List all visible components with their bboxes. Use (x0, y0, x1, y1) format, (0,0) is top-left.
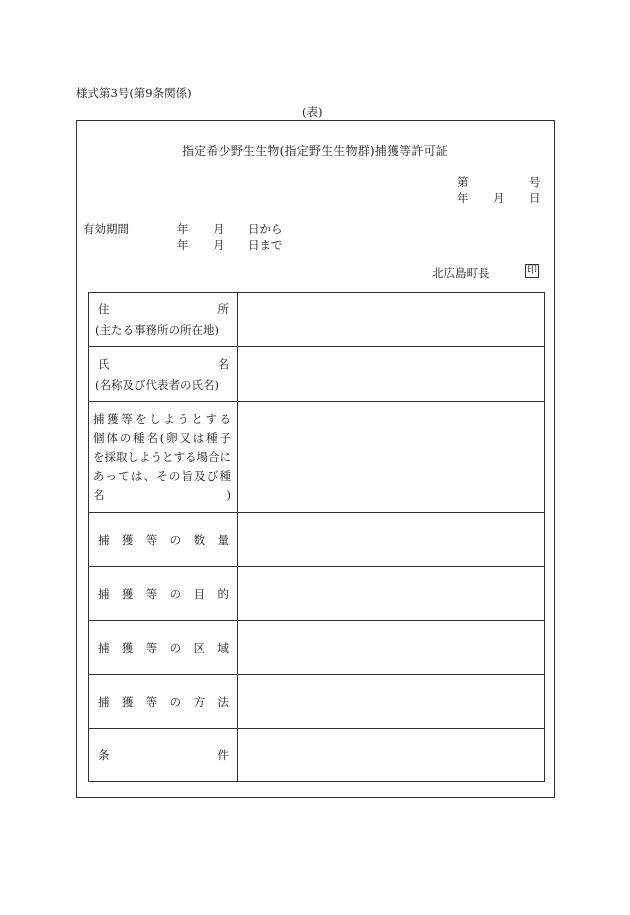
label-conditions: 条 件 (89, 729, 238, 782)
label-address: 住 所 (主たる事務所の所在地) (89, 293, 238, 347)
validity-to-year: 年 (177, 238, 189, 252)
label-quantity: 捕 獲 等 の 数 量 (89, 513, 238, 567)
label-name: 氏 名 (名称及び代表者の氏名) (89, 347, 238, 402)
validity-to-month: 月 (213, 238, 225, 252)
validity-to-day: 日まで (248, 238, 283, 252)
value-conditions[interactable] (238, 729, 545, 782)
row-quantity (89, 513, 545, 567)
value-quantity[interactable] (238, 513, 545, 567)
validity-from-year: 年 (177, 222, 189, 236)
row-address (89, 293, 545, 347)
row-species (89, 402, 545, 513)
validity-from-month: 月 (213, 222, 225, 236)
label-species: 捕獲等をしようとする 個体の種名(卵又は種子 を採取しようとする場合に あっては、その旨及び種名) (89, 402, 238, 513)
number-dai: 第 (457, 175, 469, 189)
row-method (89, 675, 545, 729)
row-area (89, 621, 545, 675)
value-address[interactable] (238, 293, 545, 347)
value-purpose[interactable] (238, 567, 545, 621)
row-name (89, 347, 545, 402)
issue-month: 月 (493, 191, 505, 205)
label-purpose: 捕 獲 等 の 目 的 (89, 567, 238, 621)
value-species[interactable] (238, 402, 545, 513)
issue-year: 年 (457, 191, 469, 205)
value-name[interactable] (238, 347, 545, 402)
validity-from-day: 日から (248, 222, 283, 236)
label-method: 捕 獲 等 の 方 法 (89, 675, 238, 729)
value-area[interactable] (238, 621, 545, 675)
seal-mark: 印 (527, 265, 537, 276)
label-name-sub: (名称及び代表者の氏名) (95, 377, 219, 392)
row-purpose (89, 567, 545, 621)
form-number-label: 様式第3号(第9条関係) (76, 86, 192, 100)
permit-details-table (88, 292, 545, 782)
issuer-name: 北広島町長 (432, 266, 490, 280)
number-go: 号 (529, 175, 541, 189)
label-area: 捕 獲 等 の 区 域 (89, 621, 238, 675)
side-label: (表) (302, 105, 323, 119)
label-address-sub: (主たる事務所の所在地) (95, 323, 219, 337)
value-method[interactable] (238, 675, 545, 729)
document-title: 指定希少野生生物(指定野生生物群)捕獲等許可証 (182, 144, 448, 158)
issue-day: 日 (529, 191, 541, 205)
row-conditions (89, 729, 545, 782)
validity-label: 有効期間 (83, 222, 129, 236)
